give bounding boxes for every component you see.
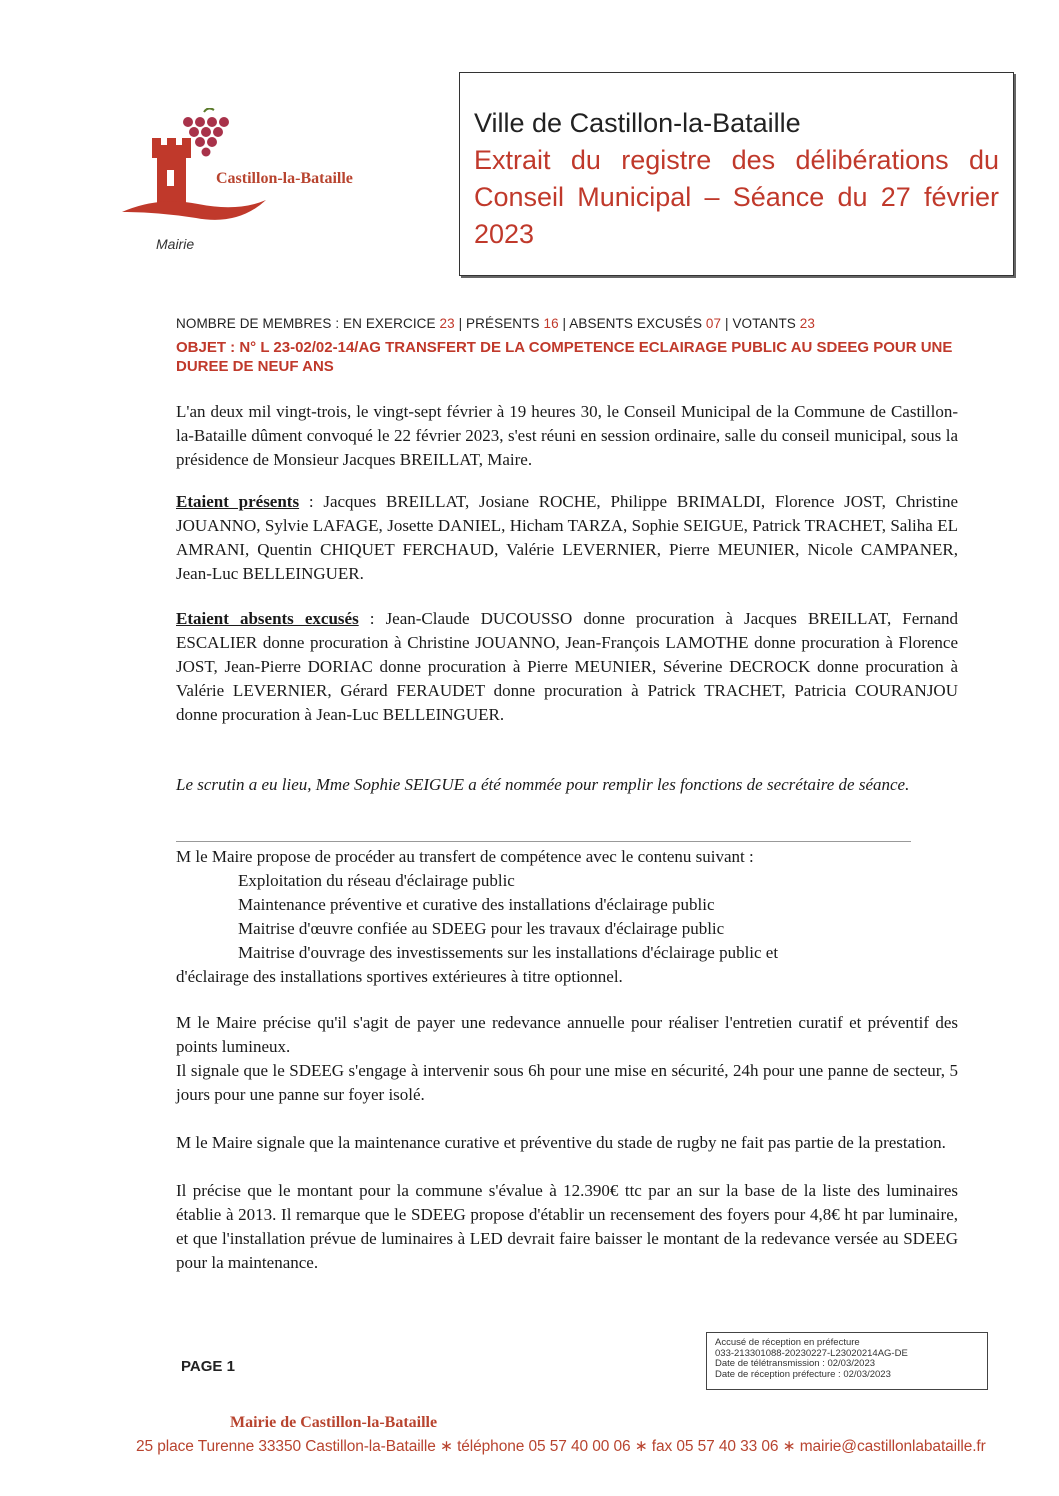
stamp-line: Accusé de réception en préfecture [715, 1337, 860, 1348]
stamp-line: Date de télétransmission : 02/03/2023 [715, 1358, 876, 1369]
proposal-item-continued: d'éclairage des installations sportives extérieures à titre optionnel. [176, 967, 623, 986]
proposal-item: Maitrise d'œuvre confiée au SDEEG pour les travaux d'éclairage public [238, 919, 725, 938]
votants-label: VOTANTS [732, 316, 796, 331]
absents-paragraph [176, 607, 958, 727]
proposal-item: Maintenance préventive et curative des installations d'éclairage public [238, 895, 715, 914]
logo [118, 108, 418, 258]
rugby-paragraph: M le Maire signale que la maintenance curative et préventive du stade de rugby ne fait pas partie de la prestation. [176, 1133, 946, 1152]
header-title-box [459, 72, 1014, 276]
proposal-item: Maitrise d'ouvrage des investissements sur les installations d'éclairage public et [238, 943, 779, 962]
members-label: NOMBRE DE MEMBRES : EN EXERCICE [176, 316, 436, 331]
proposal-item: Exploitation du réseau d'éclairage public [238, 871, 515, 890]
votants-count: 23 [799, 316, 815, 331]
stamp-line: 033-213301088-20230227-L23020214AG-DE [715, 1347, 908, 1359]
divider [176, 841, 911, 842]
presents-heading: Etaient présents [176, 492, 300, 511]
logo-subtitle: Mairie [156, 236, 195, 252]
stamp-line: Date de réception préfecture : 02/03/2023 [715, 1368, 891, 1380]
logo-name: Castillon-la-Bataille [216, 170, 353, 187]
presents-paragraph [176, 490, 958, 586]
objet-title: OBJET : N° L 23-02/02-14/AG TRANSFERT DE LA COMPETENCE ECLAIRAGE PUBLIC AU SDEEG POUR UNE DUREE DE NEUF ANS [176, 339, 953, 375]
absents-label: ABSENTS EXCUSÉS [569, 316, 703, 331]
proposal-intro: M le Maire propose de procéder au transfert de compétence avec le contenu suivant : [176, 847, 754, 866]
absents-heading: Etaient absents excusés [176, 609, 359, 628]
absents-count: 07 [705, 316, 722, 331]
redevance-paragraph: M le Maire précise qu'il s'agit de payer une redevance annuelle pour réaliser l'entretien curatif et préventif des points lumineux. [176, 1013, 958, 1056]
footer-address: 25 place Turenne 33350 Castillon-la-Bataille ∗ téléphone 05 57 40 00 06 ∗ fax 05 57 40 33 06 ∗ mairie@castillonlabataille.fr [136, 1438, 986, 1455]
page-number: PAGE 1 [181, 1358, 235, 1375]
header-city: Ville de Castillon-la-Bataille [474, 108, 801, 138]
en-exercice-count: 23 [439, 316, 455, 331]
prefecture-stamp [706, 1332, 988, 1390]
presents-list: : Jacques BREILLAT, Josiane ROCHE, Philippe BRIMALDI, Florence JOST, Christine JOUANNO, Sylvie LAFAGE, Josette DANIEL, Hicham TARZA, Sophie SEIGUE, Patrick TRACHET, Saliha EL AMRANI, Quentin CHIQUET FERCHAUD, Valérie LEVERNIER, Pierre MEUNIER, Nicole CAMPANER, Jean-Luc BELLEINGUER. [176, 492, 958, 583]
presents-label: PRÉSENTS [466, 316, 540, 331]
scrutin-paragraph: Le scrutin a eu lieu, Mme Sophie SEIGUE a été nommée pour remplir les fonctions de secrétaire de séance. [176, 775, 910, 794]
montant-paragraph: Il précise que le montant pour la commune s'évalue à 12.390€ ttc par an sur la base de la liste des luminaires établie à 2013. Il remarque que le SDEEG propose d'établir un recensement des foyers pour 4,8€ ht par luminaire, et que l'installation prévue de luminaires à LED devrait faire baisser le montant de la redevance versée au SDEEG pour la maintenance. [176, 1181, 958, 1272]
intervention-paragraph: Il signale que le SDEEG s'engage à intervenir sous 6h pour une mise en sécurité, 24h pour une panne de secteur, 5 jours pour une panne sur foyer isolé. [176, 1061, 958, 1104]
header-extract-title: Extrait du registre des délibérations du Conseil Municipal – Séance du 27 février 2023 [474, 145, 999, 249]
presents-count: 16 [543, 316, 559, 331]
footer-name: Mairie de Castillon-la-Bataille [230, 1414, 438, 1431]
absents-list: : Jean-Claude DUCOUSSO donne procuration à Jacques BREILLAT, Fernand ESCALIER donne procuration à Christine JOUANNO, Jean-François LAMOTHE donne procuration à Florence JOST, Jean-Pierre DORIAC donne procuration à Pierre MEUNIER, Séverine DECROCK donne procuration à Valérie LEVERNIER, Gérard FERAUDET donne procuration à Patrick TRACHET, Patricia COURANJOU donne procuration à Jean-Luc BELLEINGUER. [176, 609, 958, 724]
intro-paragraph: L'an deux mil vingt-trois, le vingt-sept février à 19 heures 30, le Conseil Municipal de la Commune de Castillon-la-Bataille dûment convoqué le 22 février 2023, s'est réuni en session ordinaire, salle du conseil municipal, sous la présidence de Monsieur Jacques BREILLAT, Maire. [176, 402, 958, 469]
members-count: NOMBRE DE MEMBRES : EN EXERCICE 23 | PRÉSENTS 16 | ABSENTS EXCUSÉS 07 | VOTANTS 23 [176, 316, 815, 331]
